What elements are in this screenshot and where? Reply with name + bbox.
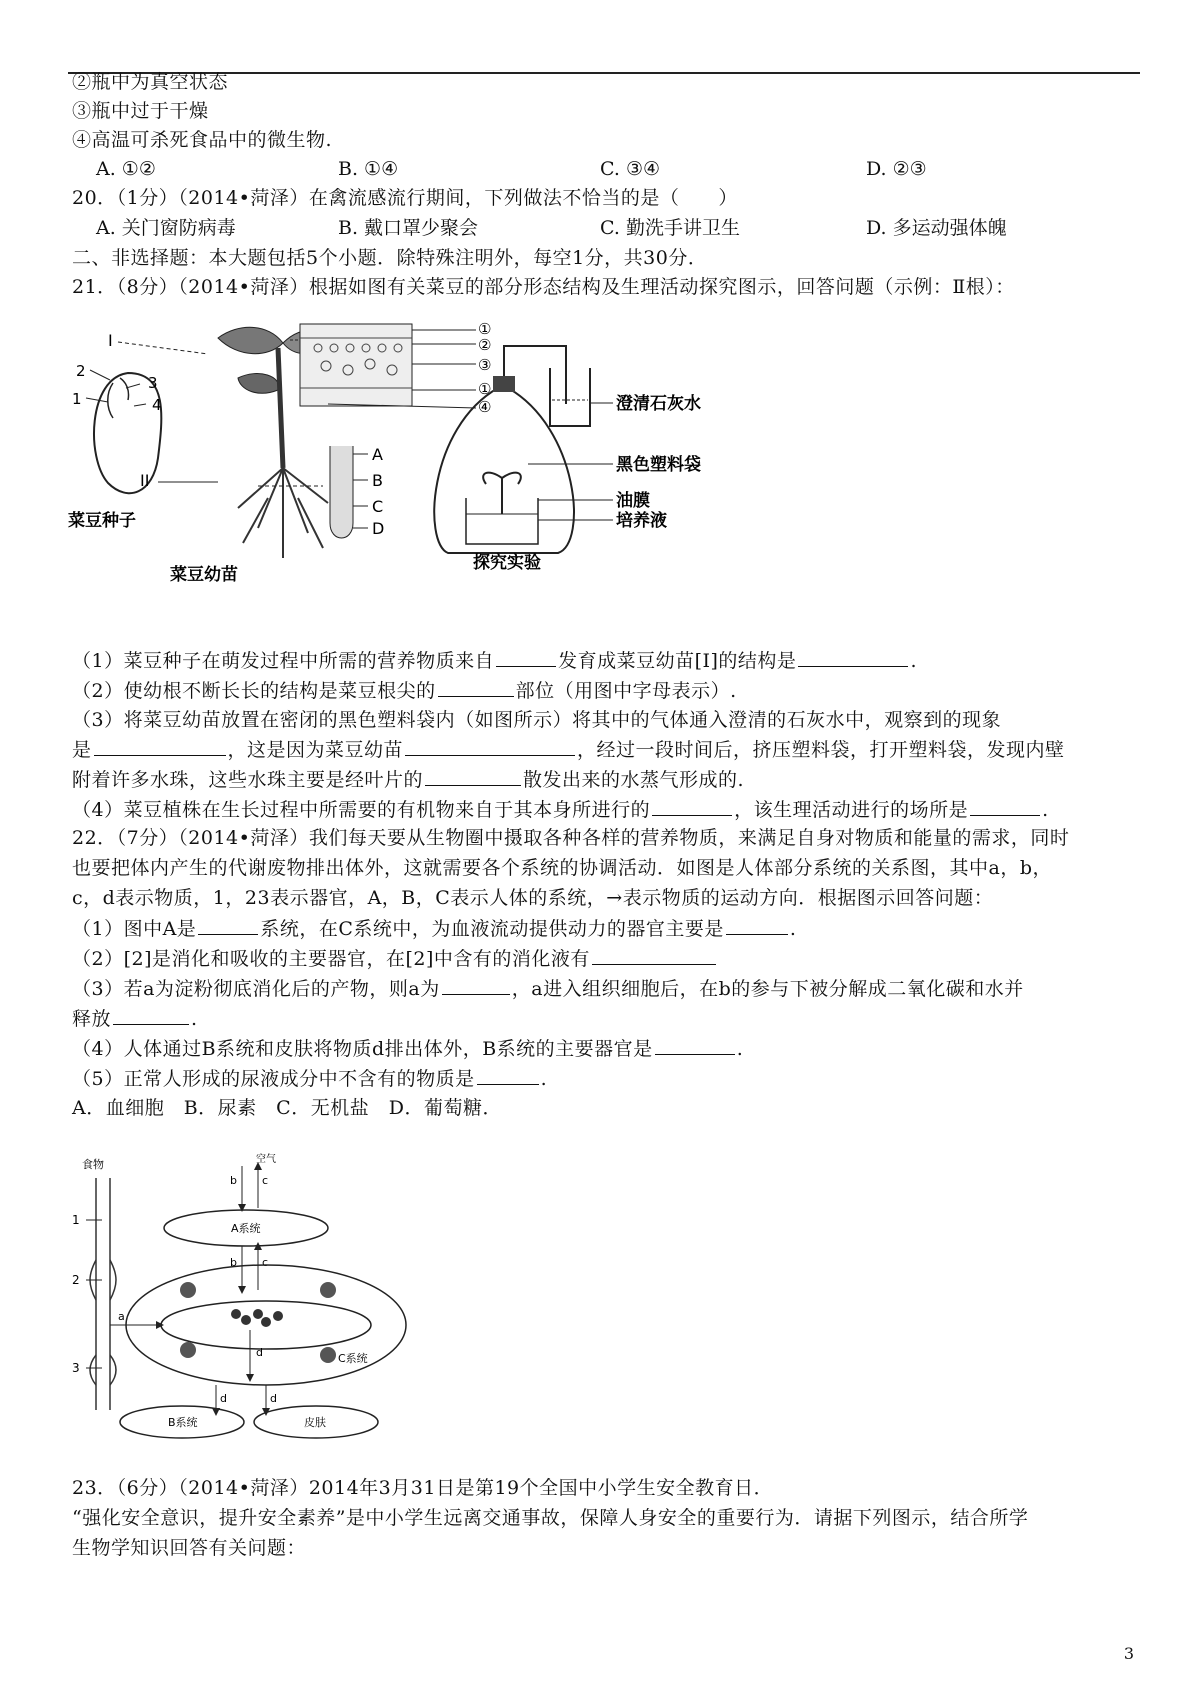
q19-option-a: A. ①②	[96, 158, 156, 180]
q19-item3: ③瓶中过于干燥	[72, 100, 209, 122]
q21-part3-line1: （3）将菜豆幼苗放置在密闭的黑色塑料袋内（如图所示）将其中的气体通入澄清的石灰水中，观察到的现象	[72, 709, 1002, 731]
root-label-A: A	[372, 445, 383, 464]
leaf-label-3: ③	[478, 356, 492, 374]
label-c-top: c	[262, 1174, 269, 1187]
q22-part4: （4）人体通过B系统和皮肤将物质d排出体外，B系统的主要器官是 .	[72, 1038, 744, 1060]
q19-item2: ②瓶中为真空状态	[72, 71, 229, 93]
leaf-section-diagram	[300, 320, 491, 416]
q22-stem-3: c，d表示物质，1，23表示器官，A，B，C表示人体的系统，→表示物质的运动方向．根据图示回答问题：	[72, 887, 994, 909]
label-b-mid: b	[230, 1256, 237, 1269]
q21-part4: （4）菜豆植株在生长过程中所需要的有机物来自于其本身所进行的 ，该生理活动进行的场所是 .	[72, 799, 1049, 821]
q22-stem-1: 22．（7分）（2014•菏泽）我们每天要从生物圈中摄取各种各样的营养物质，来满足自身对物质和能量的需求，同时	[72, 827, 1070, 849]
seed-label-4: 4	[152, 396, 162, 414]
q21-blank-2[interactable]	[438, 678, 514, 697]
seed-label-2: 2	[76, 362, 86, 380]
q19-option-b: B. ①④	[338, 158, 399, 180]
q22-part3-line2: 释放 .	[72, 1008, 198, 1030]
q20-option-b: B. 戴口罩少聚会	[338, 217, 479, 239]
q23-stem-3: 生物学知识回答有关问题：	[72, 1537, 307, 1559]
root-label-C: C	[372, 497, 384, 516]
system-a-label: A系统	[231, 1222, 261, 1235]
q22-blank-1b[interactable]	[726, 916, 788, 935]
seed-label-3: 3	[148, 374, 158, 392]
q21-stem: 21．（8分）（2014•菏泽）根据如图有关菜豆的部分形态结构及生理活动探究图示，回答问题（示例：Ⅱ根）：	[72, 276, 1015, 298]
system-c-label: C系统	[338, 1352, 368, 1365]
lime-water-label: 澄清石灰水	[616, 394, 701, 414]
label-d-mid: d	[256, 1346, 263, 1359]
experiment-diagram	[434, 346, 701, 573]
section2-heading: 二、非选择题：本大题包括5个小题．除特殊注明外，每空1分，共30分．	[72, 247, 708, 269]
q23-stem-1: 23．（6分）（2014•菏泽）2014年3月31日是第19个全国中小学生安全教育日．	[72, 1477, 774, 1499]
air-label: 空气	[256, 1154, 276, 1165]
seed-caption: 菜豆种子	[68, 511, 136, 531]
q21-blank-4b[interactable]	[970, 797, 1040, 816]
leaf-label-2: ②	[478, 336, 492, 354]
black-bag-label: 黑色塑料袋	[616, 455, 701, 475]
q20-option-a: A. 关门窗防病毒	[96, 217, 236, 239]
q22-stem-2: 也要把体内产生的代谢废物排出体外，这就需要各个系统的协调活动．如图是人体部分系统的关系图，其中a，b，	[72, 857, 1052, 879]
label-d-right: d	[270, 1392, 277, 1405]
header-rule	[68, 72, 1140, 74]
label-d-left: d	[220, 1392, 227, 1405]
q21-part3-line3: 附着许多水珠，这些水珠主要是经叶片的 散发出来的水蒸气形成的.	[72, 769, 745, 791]
root-label-B: B	[372, 471, 383, 490]
experiment-caption: 探究实验	[473, 553, 541, 573]
bean-seed-diagram	[68, 362, 162, 531]
root-tip-diagram	[258, 445, 384, 538]
q22-blank-2[interactable]	[592, 946, 716, 965]
q21-blank-3b[interactable]	[405, 737, 575, 756]
q22-part2: （2）[2]是消化和吸收的主要器官，在[2]中含有的消化液有	[72, 946, 718, 971]
q22-blank-3a[interactable]	[442, 976, 510, 995]
q21-blank-3a[interactable]	[94, 737, 226, 756]
q22-options: A．血细胞 B．尿素 C．无机盐 D．葡萄糖．	[72, 1097, 502, 1119]
oil-film-label: 油膜	[616, 491, 650, 511]
leaf-label-1b: ①	[478, 380, 492, 398]
culture-label: 培养液	[616, 511, 667, 531]
label-a: a	[118, 1310, 125, 1323]
bean-figure	[68, 318, 728, 618]
q22-part3-line1: （3）若a为淀粉彻底消化后的产物，则a为 ，a进入组织细胞后，在b的参与下被分解成二氧化碳和水并	[72, 978, 1024, 1000]
label-b-top: b	[230, 1174, 237, 1187]
q22-blank-3b[interactable]	[113, 1006, 189, 1025]
body-systems-figure	[66, 1150, 446, 1440]
system-b-label: B系统	[168, 1416, 198, 1429]
q20-option-d: D. 多运动强体魄	[866, 217, 1007, 239]
skin-label: 皮肤	[304, 1416, 326, 1429]
q19-item4: ④高温可杀死食品中的微生物.	[72, 129, 333, 151]
q21-blank-4a[interactable]	[652, 797, 732, 816]
digestive-tract	[72, 1157, 116, 1410]
q23-stem-2: “强化安全意识，提升安全素养”是中小学生远离交通事故，保障人身安全的重要行为．请据下列图示，结合所学	[72, 1507, 1029, 1529]
label-II: II	[140, 471, 150, 490]
q22-part1: （1）图中A是 系统，在C系统中，为血液流动提供动力的器官主要是 .	[72, 918, 797, 940]
label-I: I	[108, 331, 113, 350]
organ-2-label: 2	[72, 1273, 80, 1287]
q19-option-d: D. ②③	[866, 158, 927, 180]
q20-stem: 20．（1分）（2014•菏泽）在禽流感流行期间，下列做法不恰当的是（ ）	[72, 187, 738, 209]
q22-blank-4[interactable]	[655, 1036, 735, 1055]
q22-part5: （5）正常人形成的尿液成分中不含有的物质是 .	[72, 1068, 548, 1090]
leaf-label-4: ④	[478, 398, 492, 416]
q21-part1: （1）菜豆种子在萌发过程中所需的营养物质来自 发育成菜豆幼苗[I]的结构是 .	[72, 650, 917, 672]
q19-option-c: C. ③④	[600, 158, 661, 180]
organ-1-label: 1	[72, 1213, 80, 1227]
page-number: 3	[1123, 1644, 1134, 1663]
q21-blank-3c[interactable]	[425, 767, 521, 786]
q22-blank-5[interactable]	[477, 1066, 539, 1085]
leaf-label-1a: ①	[478, 320, 492, 338]
organ-3-label: 3	[72, 1361, 80, 1375]
bean-seedling-diagram	[108, 327, 333, 585]
seedling-caption: 菜豆幼苗	[170, 565, 238, 585]
food-label: 食物	[82, 1158, 104, 1171]
q21-blank-1b[interactable]	[798, 648, 908, 667]
label-c-mid: c	[262, 1256, 269, 1269]
q21-part3-line2: 是 ，这是因为菜豆幼苗 ，经过一段时间后，挤压塑料袋，打开塑料袋，发现内壁	[72, 739, 1065, 761]
q20-option-c: C. 勤洗手讲卫生	[600, 217, 740, 239]
q22-blank-1a[interactable]	[198, 916, 258, 935]
root-label-D: D	[372, 519, 385, 538]
q21-blank-1a[interactable]	[496, 648, 556, 667]
seed-label-1: 1	[72, 390, 82, 408]
q21-part2: （2）使幼根不断长长的结构是菜豆根尖的 部位（用图中字母表示）.	[72, 680, 737, 702]
